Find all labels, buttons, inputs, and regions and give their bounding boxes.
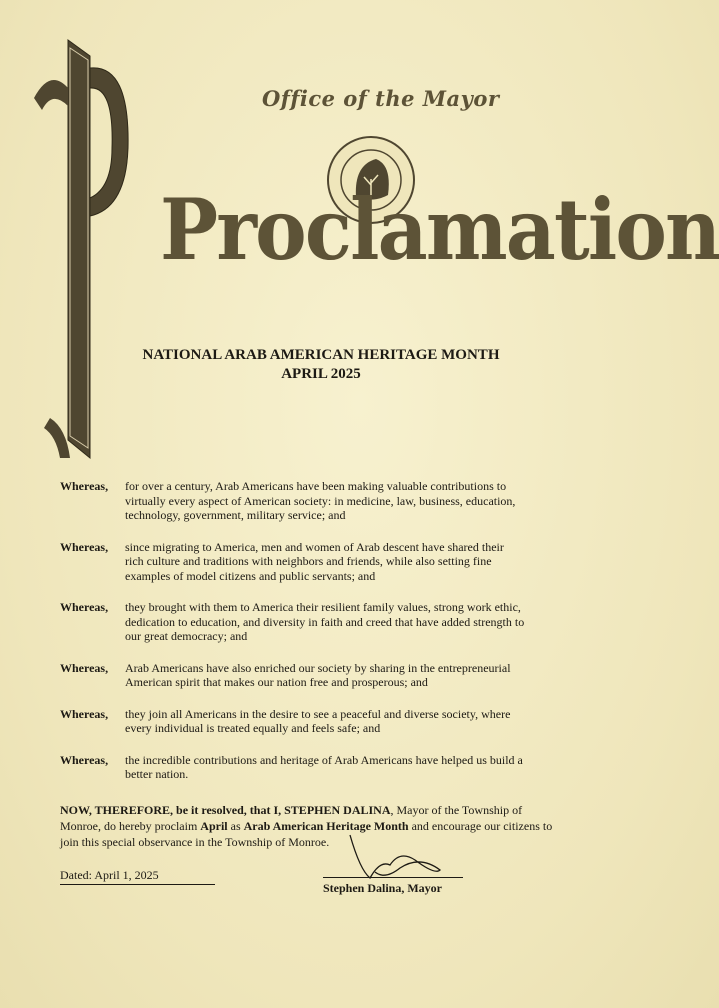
signer-name: Stephen Dalina, Mayor: [323, 881, 443, 895]
whereas-clause: [60, 707, 560, 736]
whereas-text: for over a century, Arab Americans have been making valuable contributions to virtually every aspect of American society: in medicine, law, business, education, technology, government, military service; and: [125, 479, 516, 522]
whereas-text: the incredible contributions and heritage of Arab Americans have helped us build a better nation.: [125, 752, 523, 781]
office-title: Office of the Mayor: [262, 86, 500, 111]
proclamation-heading: [112, 346, 530, 384]
whereas-clause: [60, 600, 560, 644]
whereas-text: since migrating to America, men and women of Arab descent have shared their rich culture and traditions with neighbors and friends, while also setting fine examples of model citizens and public servants; and: [125, 539, 504, 583]
resolution-tail: and encourage our citizens to join this special observance in the Township of Monroe.: [60, 819, 553, 849]
whereas-clause: [60, 661, 560, 690]
whereas-label: Whereas,: [60, 660, 109, 675]
proclamation-title: Proclamation: [160, 180, 719, 279]
ornamental-p-letter: [30, 28, 130, 460]
whereas-label: Whereas,: [60, 600, 109, 614]
resolution-as: as: [227, 819, 244, 833]
signature-line: [323, 877, 463, 878]
whereas-label: Whereas,: [60, 479, 109, 493]
resolution-month: April: [200, 819, 228, 833]
heading-line-1: NATIONAL ARAB AMERICAN HERITAGE MONTH: [142, 347, 500, 363]
whereas-text: they join all Americans in the desire to see a peaceful and diverse society, where every individual is treated equally and feels safe; and: [125, 706, 511, 735]
whereas-text: they brought with them to America their resilient family values, strong work ethic, dedication to education, and diversity in faith and creed that have added strength to our great democracy; and: [125, 600, 525, 643]
resolution-mid: , Mayor of the Township of Monroe, do hereby proclaim: [60, 803, 523, 833]
whereas-clause: [60, 479, 560, 523]
whereas-label: Whereas,: [60, 539, 109, 554]
whereas-text: Arab Americans have also enriched our society by sharing in the entrepreneurial American spirit that makes our nation free and prosperous; and: [125, 660, 511, 689]
whereas-clause: [60, 540, 560, 584]
whereas-label: Whereas,: [60, 752, 109, 767]
whereas-list: [60, 479, 560, 799]
resolution-paragraph: [60, 802, 560, 850]
heading-line-2: APRIL 2025: [281, 366, 361, 382]
resolution-lead: NOW, THEREFORE, be it resolved, that I, STEPHEN DALINA: [60, 803, 391, 817]
whereas-label: Whereas,: [60, 706, 109, 721]
dated-line: Dated: April 1, 2025: [60, 868, 215, 885]
resolution-observance: Arab American Heritage Month: [243, 819, 409, 833]
whereas-clause: [60, 753, 560, 782]
